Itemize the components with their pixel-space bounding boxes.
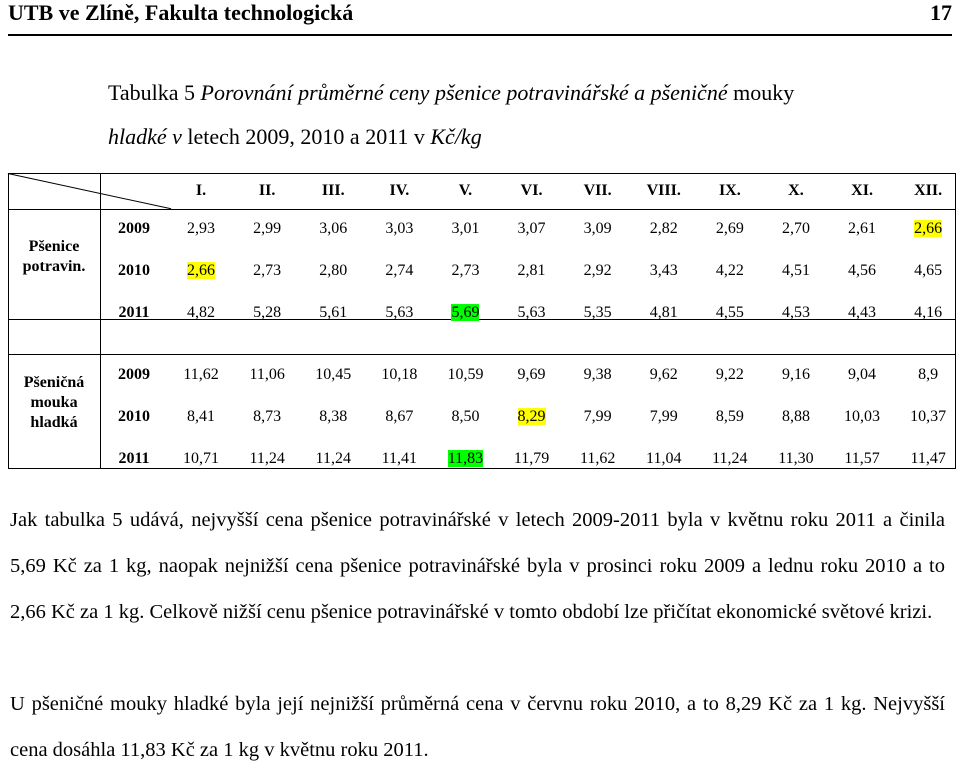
table-cell [631, 301, 697, 325]
cell-value: 11,04 [646, 450, 682, 467]
cell-value: 2,81 [517, 262, 546, 279]
cell-value: 9,38 [583, 366, 612, 383]
cell-value: 11,41 [381, 450, 418, 467]
table-cell [829, 447, 895, 471]
cell-value: 10,03 [844, 408, 881, 425]
cell-value: 11,24 [315, 450, 351, 467]
cell-value: 2,61 [848, 220, 877, 237]
table-cell [895, 447, 960, 471]
table-cell [432, 259, 498, 283]
table-cell [631, 259, 697, 283]
caption-italic-1: Porovnání průměrné ceny pšenice potravinářské a pšeničné [200, 80, 728, 105]
month-header: X. [788, 182, 804, 199]
table-cell [366, 405, 432, 429]
table-cell [234, 363, 300, 387]
cell-value: 5,69 [451, 304, 480, 321]
cell-value: 4,65 [914, 262, 943, 279]
month-header: XI. [851, 182, 873, 199]
table-cell [432, 405, 498, 429]
table-cell [565, 217, 631, 241]
table-cell [300, 301, 366, 325]
month-header: II. [258, 182, 276, 199]
cell-value: 11,79 [513, 450, 550, 467]
page-header [8, 0, 952, 36]
paragraph-1: Jak tabulka 5 udává, nejvyšší cena pšenice potravinářské v letech 2009-2011 byla v květnu roku 2011 a činila 5,69 Kč za 1 kg, naopak nejnižší cena pšenice potravinářské byla v prosinci roku 2009 a lednu roku 2010 a to 2,66 Kč za 1 kg. Celkově nižší cenu pšenice potravinářské v tomto období lze přičítat ekonomické světové krizi. [10, 509, 945, 623]
cell-value: 2,80 [319, 262, 348, 279]
cell-value: 8,73 [253, 408, 282, 425]
cell-value: 11,30 [778, 450, 814, 467]
cell-value: 9,62 [649, 366, 678, 383]
table-cell [763, 259, 829, 283]
cell-value: 10,37 [910, 408, 947, 425]
table-cell [168, 447, 234, 471]
month-header: III. [321, 182, 345, 199]
cell-value: 4,56 [848, 262, 877, 279]
cell-value: 8,67 [385, 408, 414, 425]
cell-value: 5,35 [583, 304, 612, 321]
row-year: 2009 [118, 366, 150, 383]
table-cell [829, 301, 895, 325]
cell-value: 8,50 [451, 408, 480, 425]
table-cell [499, 217, 565, 241]
cell-value: 2,69 [715, 220, 744, 237]
table-cell [300, 259, 366, 283]
month-header: IX. [718, 182, 741, 199]
table-cell [895, 301, 960, 325]
month-header: IV. [389, 182, 410, 199]
table-cell [499, 363, 565, 387]
table-cell [432, 447, 498, 471]
table-cell [697, 217, 763, 241]
table-cell [300, 217, 366, 241]
row-year: 2010 [118, 262, 150, 279]
cell-value: 9,04 [848, 366, 877, 383]
table-cell [631, 363, 697, 387]
table-cell [300, 363, 366, 387]
header-title: UTB ve Zlíně, Fakulta technologická [8, 0, 354, 25]
table-cell [432, 217, 498, 241]
cell-value: 2,66 [914, 220, 943, 237]
table-cell [763, 217, 829, 241]
caption-plain-2: letech 2009, 2010 a 2011 v [181, 124, 431, 149]
cell-value: 3,07 [517, 220, 546, 237]
cell-value: 8,59 [715, 408, 744, 425]
table-cell [763, 301, 829, 325]
cell-value: 2,99 [253, 220, 282, 237]
table-cell [168, 405, 234, 429]
table-cell [168, 363, 234, 387]
table-cell [366, 363, 432, 387]
cell-value: 9,22 [715, 366, 744, 383]
cell-value: 11,57 [844, 450, 880, 467]
cell-value: 11,62 [183, 366, 219, 383]
cell-value: 11,47 [910, 450, 946, 467]
table-cell [829, 217, 895, 241]
table-cell [300, 447, 366, 471]
cell-value: 3,06 [319, 220, 348, 237]
cell-value: 8,88 [781, 408, 810, 425]
table-cell [499, 405, 565, 429]
table-cell [432, 363, 498, 387]
cell-value: 7,99 [649, 408, 678, 425]
table-cell [234, 259, 300, 283]
cell-value: 11,83 [447, 450, 484, 467]
table-cell [829, 363, 895, 387]
month-header: VIII. [646, 182, 681, 199]
table-cell [565, 447, 631, 471]
cell-value: 10,45 [315, 366, 352, 383]
cell-value: 8,9 [918, 366, 939, 383]
table-cell [697, 301, 763, 325]
table-cell [895, 217, 960, 241]
table-cell [499, 259, 565, 283]
caption-italic-3: Kč/kg [430, 124, 482, 149]
cell-value: 2,74 [385, 262, 414, 279]
cell-value: 2,66 [187, 262, 216, 279]
table-cell [895, 405, 960, 429]
cell-value: 11,62 [579, 450, 616, 467]
cell-value: 2,70 [781, 220, 810, 237]
cell-value: 4,53 [781, 304, 810, 321]
group-divider-bottom [8, 354, 956, 355]
table-cell [631, 405, 697, 429]
month-header: VI. [520, 182, 543, 199]
table-cell [631, 447, 697, 471]
cell-value: 5,28 [253, 304, 282, 321]
cell-value: 9,16 [781, 366, 810, 383]
table-border-top [8, 173, 956, 174]
table-cell [829, 259, 895, 283]
cell-value: 4,81 [649, 304, 678, 321]
row-year: 2010 [118, 408, 150, 425]
month-header: I. [195, 182, 207, 199]
table-cell [234, 405, 300, 429]
table-cell [763, 363, 829, 387]
group-label: Pšenice potravin. [22, 238, 86, 275]
table-cell [565, 363, 631, 387]
table-cell [763, 405, 829, 429]
cell-value: 11,24 [712, 450, 748, 467]
table-caption-line-2 [108, 124, 482, 150]
group-label: Pšeničná mouka hladká [23, 374, 85, 431]
table-cell [499, 301, 565, 325]
table-cell [499, 447, 565, 471]
table-cell [763, 447, 829, 471]
table-cell [300, 405, 366, 429]
table-cell [895, 259, 960, 283]
cell-value: 9,69 [517, 366, 546, 383]
cell-value: 2,82 [649, 220, 678, 237]
cell-value: 10,71 [183, 450, 220, 467]
row-year: 2011 [118, 304, 150, 321]
month-header: V. [458, 182, 473, 199]
table-cell [168, 259, 234, 283]
table-cell [366, 259, 432, 283]
caption-prefix: Tabulka 5 [108, 80, 201, 105]
group-label-divider [100, 173, 101, 469]
cell-value: 7,99 [583, 408, 612, 425]
cell-value: 2,73 [451, 262, 480, 279]
price-table [8, 173, 956, 469]
table-cell [234, 217, 300, 241]
month-header: VII. [583, 182, 612, 199]
row-year: 2011 [118, 450, 150, 467]
paragraph-2: U pšeničné mouky hladké byla její nejnižší průměrná cena v červnu roku 2010, a to 8,29 Kč za 1 kg. Nejvyšší cena dosáhla 11,83 Kč za 1 kg v květnu roku 2011. [10, 693, 945, 761]
cell-value: 5,63 [385, 304, 414, 321]
cell-value: 4,16 [914, 304, 943, 321]
table-cell [631, 217, 697, 241]
table-cell [697, 363, 763, 387]
cell-value: 4,43 [848, 304, 877, 321]
table-cell [895, 363, 960, 387]
cell-value: 3,43 [649, 262, 678, 279]
cell-value: 2,93 [187, 220, 216, 237]
table-cell [697, 259, 763, 283]
header-row-divider [8, 209, 956, 210]
page-number: 17 [930, 0, 952, 25]
table-cell [168, 217, 234, 241]
cell-value: 11,24 [249, 450, 285, 467]
cell-value: 4,82 [187, 304, 216, 321]
cell-value: 3,03 [385, 220, 414, 237]
cell-value: 3,09 [583, 220, 612, 237]
caption-plain-1: mouky [727, 80, 795, 105]
cell-value: 11,06 [249, 366, 285, 383]
caption-italic-2: hladké v [108, 124, 182, 149]
table-cell [234, 447, 300, 471]
table-cell [697, 447, 763, 471]
table-cell [697, 405, 763, 429]
cell-value: 4,22 [715, 262, 744, 279]
table-cell [234, 301, 300, 325]
table-cell [565, 405, 631, 429]
cell-value: 4,51 [781, 262, 810, 279]
table-cell [829, 405, 895, 429]
cell-value: 8,41 [187, 408, 216, 425]
month-header: XII. [914, 182, 943, 199]
table-cell [366, 217, 432, 241]
cell-value: 5,63 [517, 304, 546, 321]
cell-value: 8,38 [319, 408, 348, 425]
cell-value: 2,73 [253, 262, 282, 279]
cell-value: 10,18 [381, 366, 418, 383]
cell-value: 5,61 [319, 304, 348, 321]
cell-value: 10,59 [447, 366, 484, 383]
header-diagonal [8, 173, 171, 209]
cell-value: 4,55 [715, 304, 744, 321]
table-caption-line-1 [108, 80, 794, 106]
table-cell [432, 301, 498, 325]
table-cell [565, 301, 631, 325]
table-cell [168, 301, 234, 325]
cell-value: 2,92 [583, 262, 612, 279]
row-year: 2009 [118, 220, 150, 237]
table-cell [366, 447, 432, 471]
table-cell [366, 301, 432, 325]
table-border-left [8, 173, 9, 469]
cell-value: 8,29 [517, 408, 546, 425]
table-cell [565, 259, 631, 283]
cell-value: 3,01 [451, 220, 480, 237]
